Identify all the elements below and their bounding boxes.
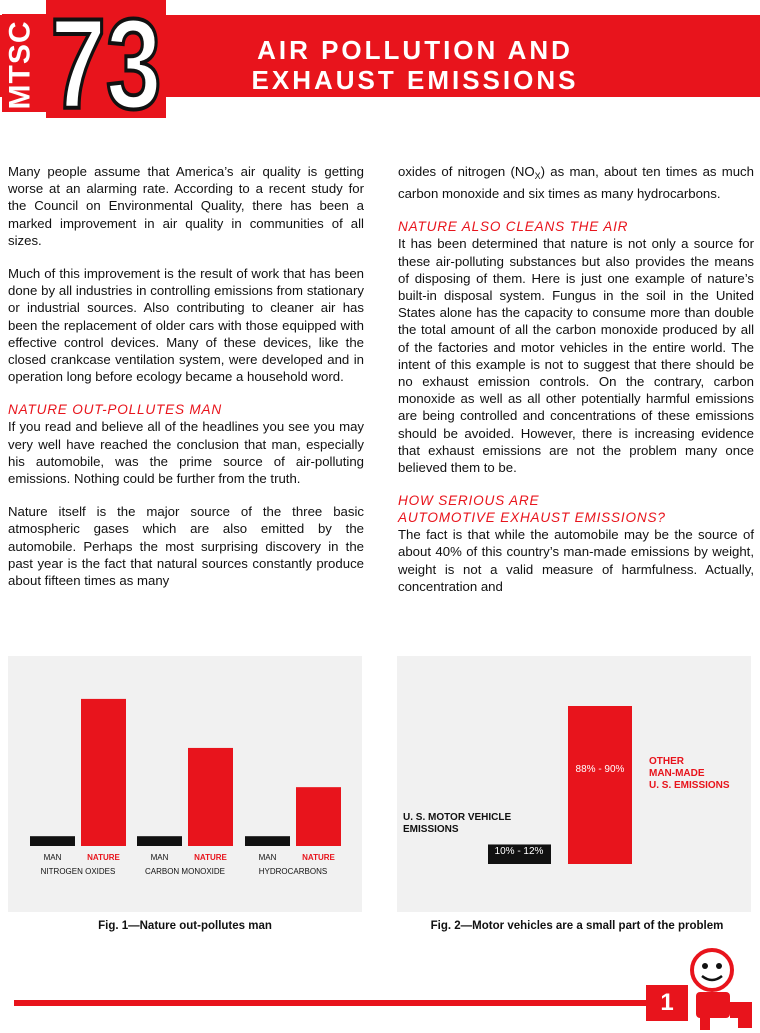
segment-label: EMISSIONS [403,824,459,835]
footer-rule [14,1000,650,1006]
logo-mtsc-text: MTSC [3,20,37,110]
bar-label: MAN [43,853,62,862]
text-run: oxides of nitrogen (NO [398,164,535,179]
title-line-2: EXHAUST EMISSIONS [251,65,579,95]
bar-value-label: 88% - 90% [575,764,625,775]
subscript: X [534,171,541,181]
bar-label: MAN [258,853,277,862]
bar-label: NATURE [302,853,335,862]
chart-motor-vehicle-share [397,656,751,912]
paragraph: Much of this improvement is the result of work that has been done by all industries in controlling emissions from stationary or industrial sources. Also contributing to cleaner air has been the replacement of older cars with those equipped with effective control devices. Many of these devices, like the closed crankcase ventilation system, were developed and in operation long before ecology became a household word. [8,266,364,385]
logo-73-text: 73 [50,0,162,118]
bar-nature [188,748,233,846]
bar-man [137,836,182,846]
right-column [398,163,754,611]
mascot-icon [672,944,758,1032]
paragraph: It has been determined that nature is not only a source for these air-polluting substances but also provides the means of disposing of them. Here is just one example of nature’s built-in disposal system. Fungus in the soil in the United States alone has the capacity to consume more than double the total amount of all the carbon monoxide produced by all of the factories and motor vehicles in the entire world. The intent of this example is not to suggest that there should be no exhaust emission controls. On the contrary, carbon monoxide as well as all other potentially harmful emissions are being controlled and concentrations of these emissions should be avoided. However, there is increasing evidence that exhaust emissions are not the problem many once believed them to be. [398,236,754,476]
figure-2-caption: Fig. 2—Motor vehicles are a small part of the problem [430,920,724,932]
paragraph: Nature itself is the major source of the three basic atmospheric gases which are also emitted by the automobile. Perhaps the most surprising discovery in the past year is the fact that natural sources constantly produce about fifteen times as many [8,504,364,589]
group-label: CARBON MONOXIDE [144,867,226,876]
title-line-1: AIR POLLUTION AND [257,35,573,65]
bar-label: NATURE [194,853,227,862]
bar-man [245,836,290,846]
figure-1 [8,656,362,912]
text-run: ) as man, about ten times as much carbon monoxide and six times as many hydrocarbons. [398,164,754,202]
segment-label: U. S. EMISSIONS [649,780,730,791]
paragraph: Many people assume that America’s air quality is getting worse at an alarming rate. According to a recent study for the Council on Environmental Quality, there has been a marked improvement in air quality in communities of all sizes. [8,164,364,248]
group-label: NITROGEN OXIDES [40,867,116,876]
figure-2 [397,656,751,912]
left-column [8,163,364,605]
bar-nature [296,787,341,846]
section-heading: NATURE ALSO CLEANS THE AIR [398,219,629,235]
section-heading: HOW SERIOUS ARE [398,493,540,509]
logo-mtsc [2,14,46,112]
section-heading: NATURE OUT-POLLUTES MAN [8,402,223,418]
bar-other-emissions [568,706,632,864]
section-heading: AUTOMOTIVE EXHAUST EMISSIONS? [398,510,666,526]
paragraph: If you read and believe all of the headlines you see you may very well have reached the conclusion that man, especially his automobile, was the prime source of air-polluting emissions. Nothing could be further from the truth. [8,419,364,487]
segment-label: OTHER [649,756,684,767]
paragraph: The fact is that while the automobile may be the source of about 40% of this country’s man-made emissions by weight, weight is not a valid measure of harmfulness. Actually, concentration and [398,527,754,594]
bar-nature [81,699,126,846]
page-number: 1 [646,985,688,1021]
figure-1-caption: Fig. 1—Nature out-pollutes man [98,920,272,932]
group-label: HYDROCARBONS [258,867,328,876]
segment-label: U. S. MOTOR VEHICLE [403,812,512,823]
chart-nature-vs-man [8,656,362,912]
bar-label: MAN [150,853,169,862]
bar-man [30,836,75,846]
bar-label: NATURE [87,853,120,862]
paragraph [398,163,754,202]
bar-value-label: 10% - 12% [494,846,544,857]
segment-label: MAN-MADE [649,768,705,779]
logo-73 [46,0,166,118]
page-title [195,35,635,95]
